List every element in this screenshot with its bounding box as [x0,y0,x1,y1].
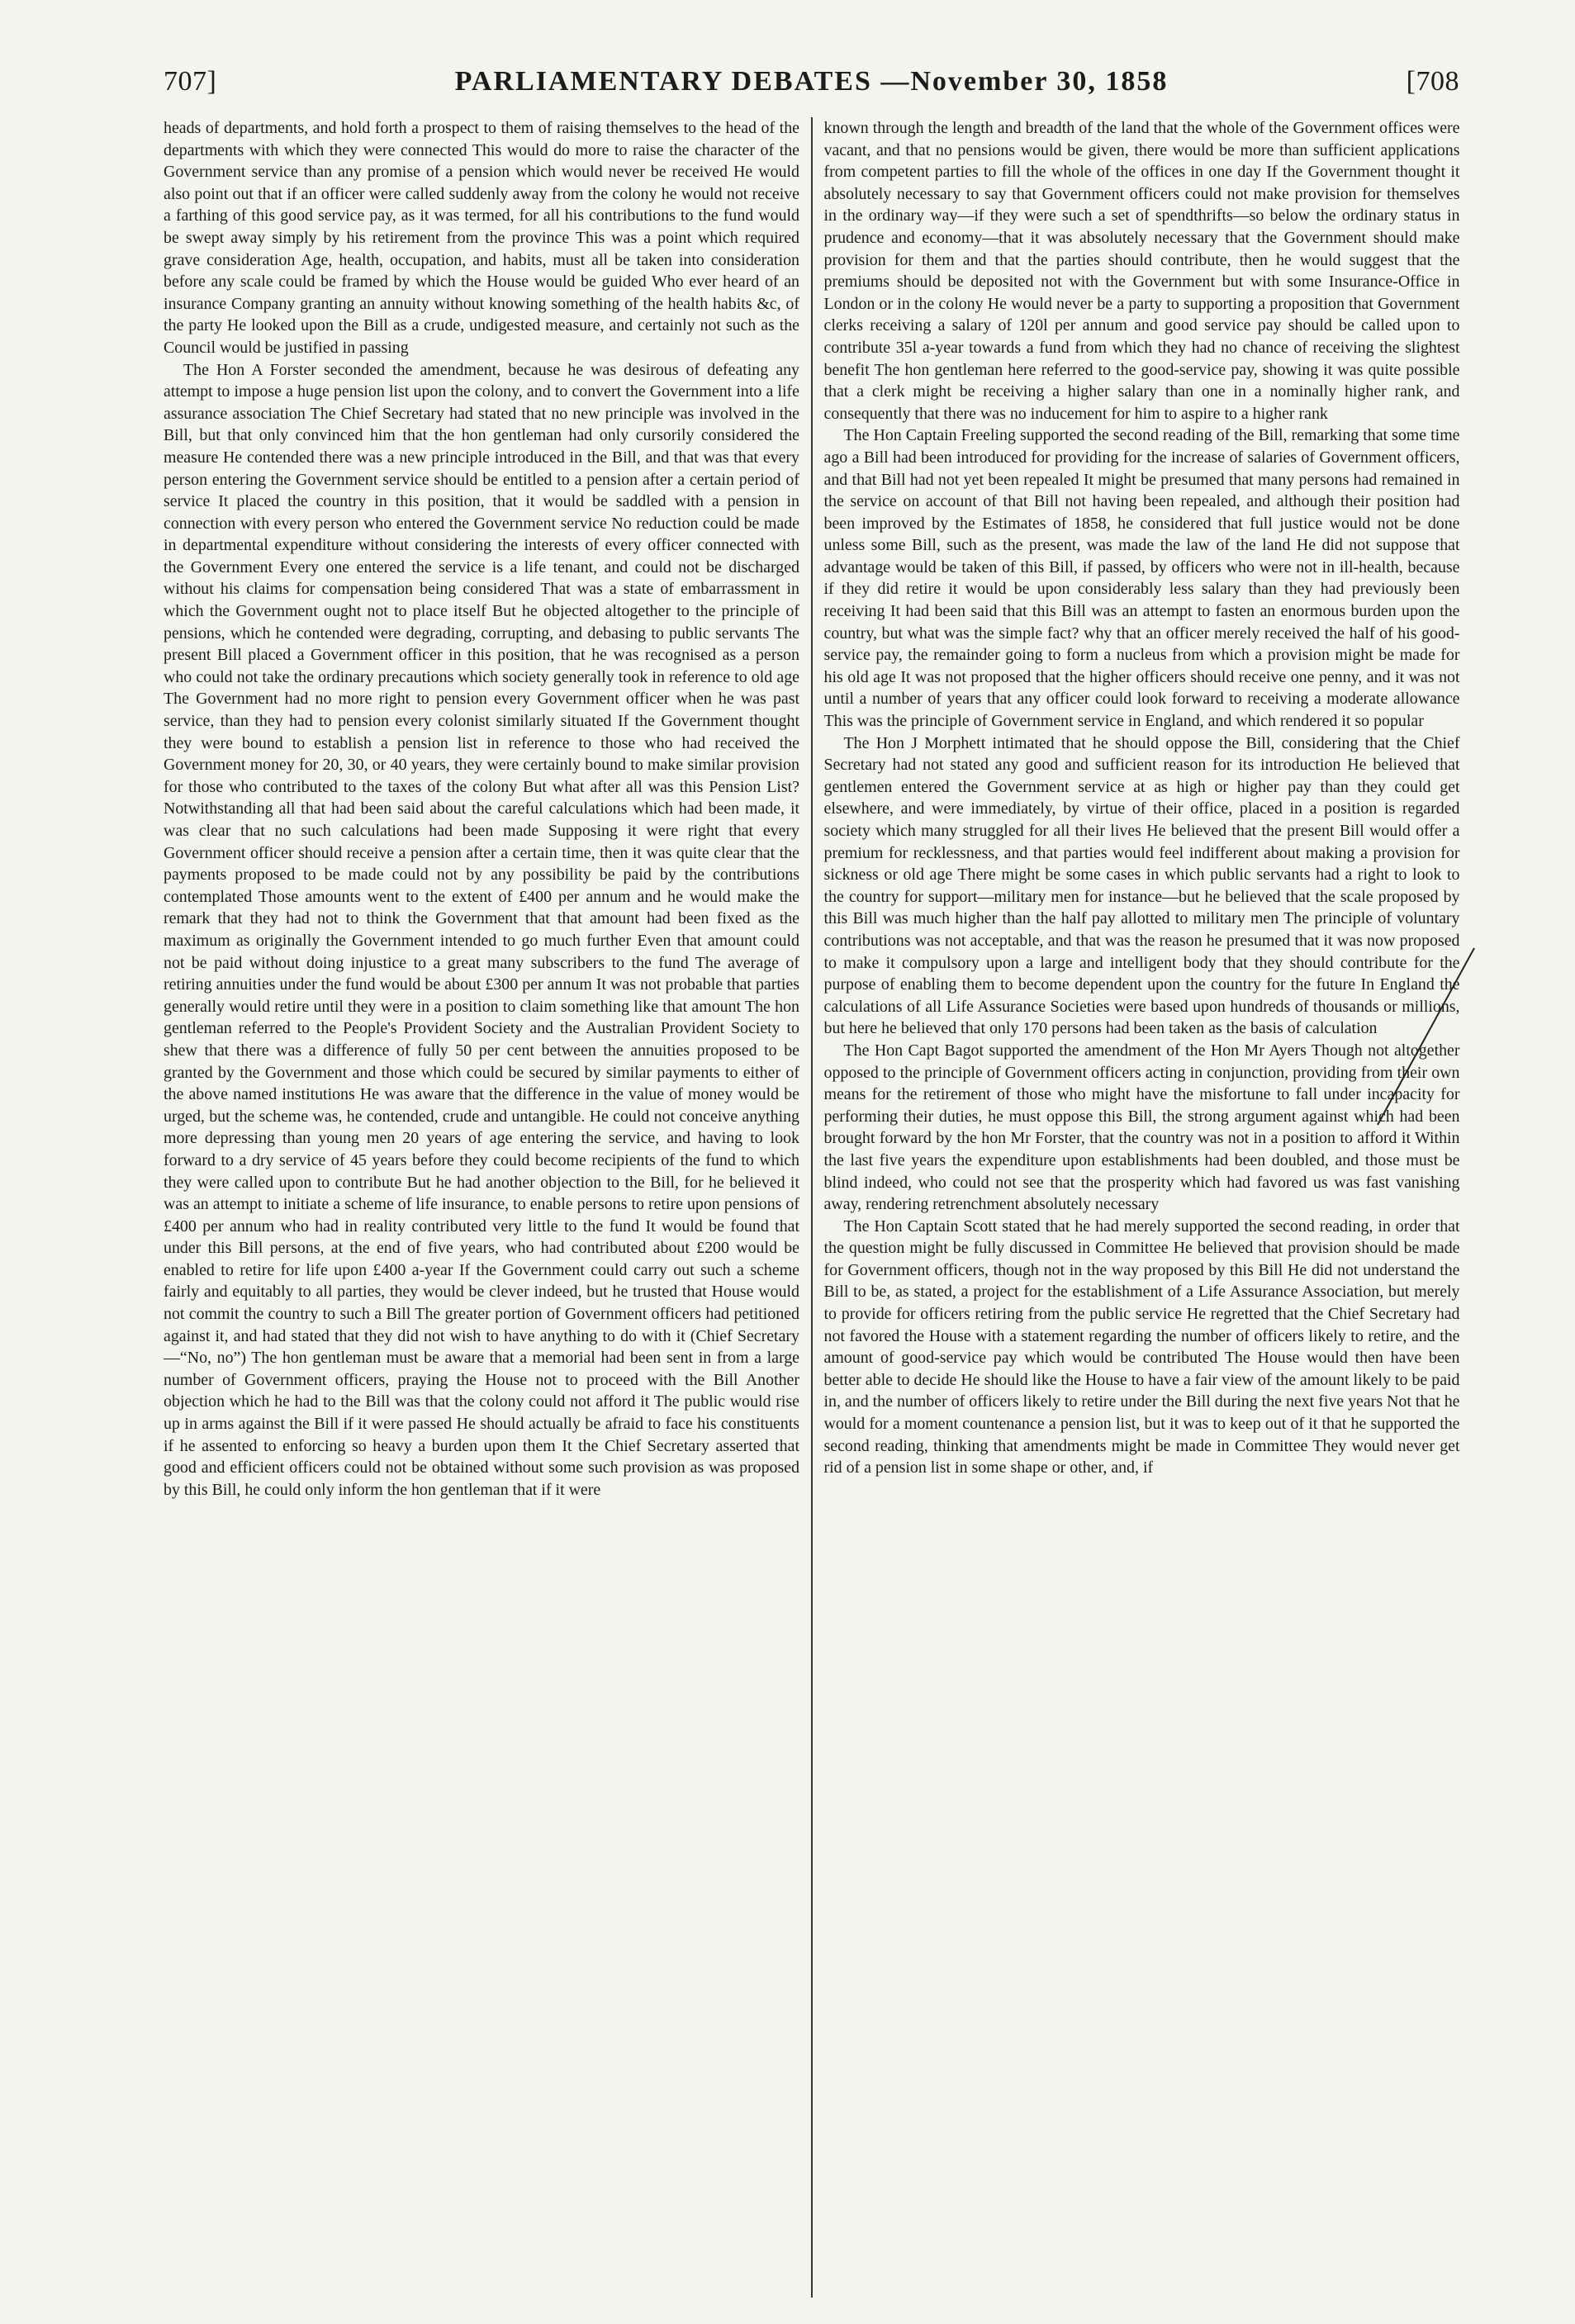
right-column [824,117,1460,2298]
page-header [164,63,1459,101]
left-column [164,117,799,2298]
left-paragraph: heads of departments, and hold forth a prospect to them of raising themselves to the head of the departments with which they were connected This would do more to raise the character of the Government service than any promise of a pension which would never be received He would also point out that if an officer were called suddenly away from the colony he would not receive a farthing of this good service pay, as it was termed, for all his contributions to the fund would be swept away simply by his retirement from the province This was a point which required grave consideration Age, health, occupation, and habits, must all be taken into consideration before any scale could be framed by which the House would be guided Who ever heard of an insurance Company granting an annuity without knowing something of the health habits &c, of the party He looked upon the Bill as a crude, undigested measure, and certainly not such as the Council would be justified in passing [164,119,799,357]
text-columns [164,117,1460,2298]
right-paragraph: The Hon Capt Bagot supported the amendment of the Hon Mr Ayers Though not altogether opposed to the principle of Government officers acting in conjunction, providing from their own means for the retirement of those who might have the misfortune to fall under incapacity for performing their duties, he must oppose this Bill, the strong argument against which had been brought forward by the hon Mr Forster, that the country was not in a position to afford it Within the last five years the expenditure upon establishments had been doubled, and those must be blind indeed, who could not see that the prosperity which had favored us was fast vanishing away, rendering retrenchment absolutely necessary [823,1041,1460,1214]
left-page-number: 707] [164,66,217,97]
right-page-number: [708 [1406,66,1459,97]
right-paragraph: The Hon J Morphett intimated that he should oppose the Bill, considering that the Chief Secretary had not stated any good and sufficient reason for its introduction He believed that gentlemen entered the Government service at as high or higher pay than they could get elsewhere, and were immediately, by virtue of their office, placed in a position is regarded society which many struggled for all their lives He believed that the present Bill would offer a premium for recklessness, and that parties would feel indifferent about making a provision for sickness or old age There might be some cases in which public servants had a right to look to the country for support—military men for instance—but he believed that the scale proposed by this Bill was much higher than the half pay allotted to military men The principle of voluntary contributions was not acceptable, and that was the reason he presumed that it was now proposed to make it compulsory upon a large and intelligent body that they should contribute for the purpose of enabling them to become dependent upon the country for the future In England the calculations of all Life Assurance Societies were based upon hundreds of thousands or millions, but here he believed that only 170 persons had been taken as the basis of calculation [823,733,1460,1038]
left-paragraph: The Hon A Forster seconded the amendment, because he was desirous of defeating any attempt to impose a huge pension list upon the colony, and to convert the Government into a life assurance association The Chief Secretary had stated that no new principle was involved in the Bill, but that only convinced him that the hon gentleman had only cursorily considered the measure He contended there was a new principle introduced in the Bill, and that was that every person entering the Government service should be entitled to a pension after a certain period of service It placed the country in this position, that it would be saddled with a pension in connection with every person who entered the Government service No reduction could be made in departmental expenditure without considering the interests of every officer connected with the Government Every one entered the service is a life tenant, and could not be discharged without his claims for compensation being considered That was a state of embarrassment in which the Government ought not to place itself But he objected altogether to the principle of pensions, which he contended were degrading, corrupting, and debasing to public servants The present Bill placed a Government officer in this position, that he was recognised as a person who could not take the ordinary precautions which society generally took in reference to old age The Government had no more right to pension every Government officer when he was past service, than they had to pension every colonist similarly situated If the Government thought they were bound to establish a pension list in reference to those who had received the Government money for 20, 30, or 40 years, they were certainly bound to make similar provision for those who contributed to the taxes of the colony But what after all was this Pension List? Notwithstanding all that had been said about the careful calculations which had been made, it was clear that no such calculations had been made Supposing it were right that every Government officer should receive a pension after a certain time, then it was quite clear that the payments proposed to be made could not by any possibility be paid by the contributions contemplated Those amounts went to the extent of £400 per annum and he would make the remark that they had not to think the Government that that amount had been fixed as the maximum as originally the Government intended to go much further Even that amount could not be paid without doing injustice to a great many subscribers to the fund The average of retiring annuities under the fund would be about £300 per annum It was not probable that parties generally would retire until they were in a position to claim something like that amount The hon gentleman referred to the People's Provident Society and the Australian Provident Society to shew that there was a difference of fully 50 per cent between the annuities proposed to be granted by the Government and those which could be secured by similar payments to either of the above named institutions He was aware that the difference in the value of money would be urged, but the scheme was, he contended, crude and untangible. He could not conceive anything more depressing than young men 20 years of age entering the service, and having to look forward to a dry service of 45 years before they could become recipients of the fund to which they were called upon to contribute But he had another objection to the Bill, for he believed it was an attempt to initiate a scheme of life insurance, to enable persons to retire upon pensions of £400 per annum who had in reality contributed very little to the fund It would be found that under this Bill persons, at the end of five years, who had contributed about £200 would be enabled to retire for life upon £400 a-year If the Government could carry out such a scheme fairly and equitably to all parties, they would be clever indeed, but he trusted that House would not commit the country to such a Bill The greater portion of Government officers had petitioned against it, and had stated that they did not wish to have anything to do with it (Chief Secretary—“No, no”) The hon gentleman must be aware that a memorial had been sent in from a large number of Government officers, praying the House not to proceed with the Bill Another objection which he had to the Bill was that the colony could not afford it The public would rise up in arms against the Bill if it were passed He should actually be afraid to face his constituents if he assented to enforcing so heavy a burden upon them It the Chief Secretary asserted that good and efficient officers could not be obtained without some such provision as was proposed by this Bill, he could only inform the hon gentleman that if it were [164,360,799,1499]
pen-stroke-mark [1371,941,1478,1131]
right-paragraph: The Hon Captain Freeling supported the second reading of the Bill, remarking that some time ago a Bill had been introduced for providing for the increase of salaries of Government officers, and that Bill had not yet been repealed It might be presumed that many persons had remained in the service on account of that Bill not having been repealed, and although their position had been improved by the Estimates of 1858, he considered that full justice would not be done unless some Bill, such as the present, was made the law of the land He did not suppose that advantage would be taken of this Bill, if passed, by officers who were not in ill-health, because if they did retire it would be upon considerably less salary than they had previously been receiving It had been said that this Bill was an attempt to fasten an enormous burden upon the country, but what was the simple fact? why that an officer merely received the half of his good-service pay, the remainder going to form a nucleus from which a provision might be made for his old age It was not proposed that the higher officers should receive one penny, and it was not until a number of years that any officer could look forward to receiving a moderate allowance This was the principle of Government service in England, and which rendered it so popular [823,426,1460,731]
right-paragraph: known through the length and breadth of the land that the whole of the Government offices were vacant, and that no pensions would be given, there would be more than sufficient applications from competent parties to fill the whole of the offices in one day If the Government thought it absolutely necessary to say that Government officers could not make provision for themselves in the ordinary way—if they were such a set of spendthrifts—so below the ordinary status in prudence and economy—that it was absolutely necessary that the Government should make provision for them and that the parties should contribute, then he would suggest that the premiums should be deposited not with the Government but with some Insurance-Office in London or in the colony He would never be a party to supporting a proposition that Government clerks receiving a salary of 120l per annum and good service pay should be called upon to contribute 35l a-year towards a fund from which they had no chance of receiving the slightest benefit The hon gentleman here referred to the good-service pay, showing it was quite possible that a clerk might be receiving a higher salary than one in a nominally higher rank, and consequently that there was no inducement for him to aspire to a higher rank [823,119,1460,423]
column-divider [811,117,813,2298]
right-paragraph: The Hon Captain Scott stated that he had merely supported the second reading, in order that the question might be fully discussed in Committee He believed that provision should be made for Government officers, though not in the way proposed by this Bill He did not understand the Bill to be, as stated, a project for the establishment of a Life Assurance Association, but merely to provide for officers retiring from the public service He regretted that the Chief Secretary had not favored the House with a statement regarding the number of officers likely to retire, and the amount of good-service pay which would be contributed The House would then have been better able to decide He should like the House to have a fair view of the amount likely to be paid in, and the number of officers likely to retire under the Bill during the next five years Not that he would for a moment countenance a pension list, but it was to keep out of it that he supported the second reading, thinking that amendments might be made in Committee They would never get rid of a pension list in some shape or other, and, if [823,1217,1460,1477]
page-title: PARLIAMENTARY DEBATES —November 30, 1858 [454,66,1169,97]
